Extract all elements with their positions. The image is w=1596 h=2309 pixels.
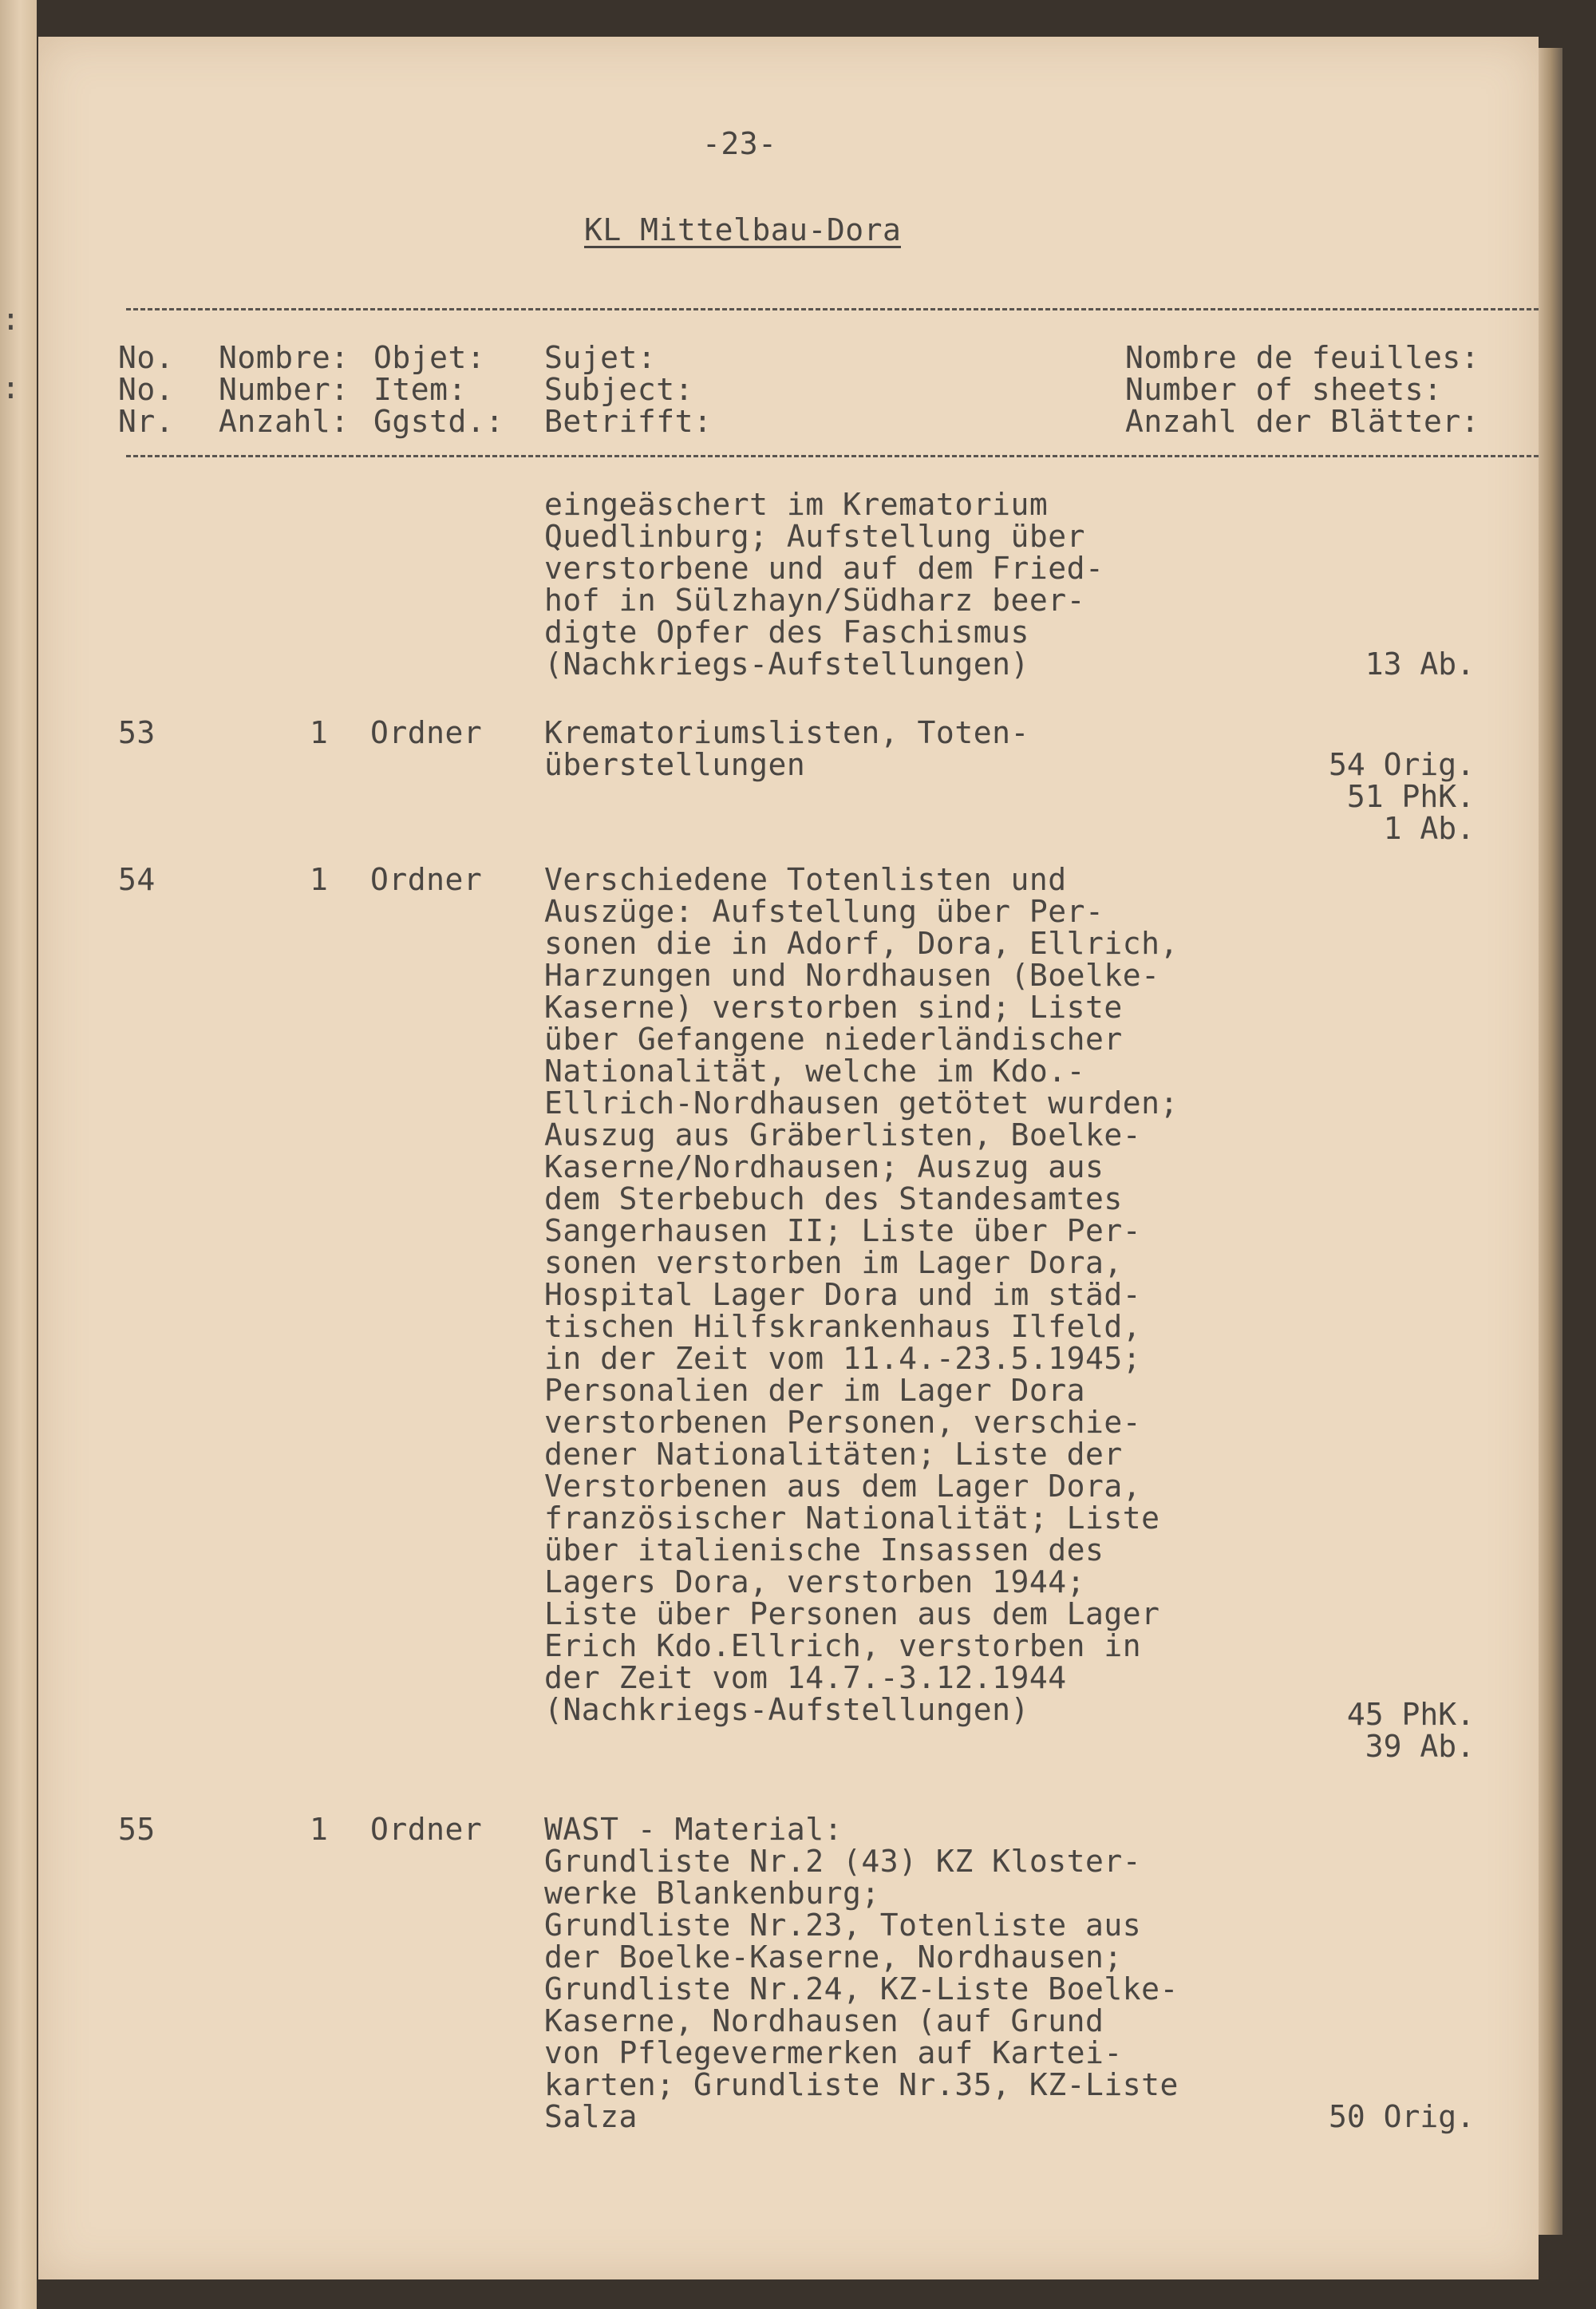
entry-item: Ordner: [370, 862, 483, 897]
description-line: eingeäschert im Krematorium: [544, 487, 1049, 522]
description-line: Krematoriumslisten, Toten-: [544, 715, 1029, 750]
sheet-count: 50 Orig.: [1328, 2099, 1475, 2134]
description-line: Liste über Personen aus dem Lager: [544, 1596, 1160, 1631]
header-item: Objet:: [373, 340, 486, 375]
description-line: verstorbene und auf dem Fried-: [544, 551, 1104, 586]
entry-count: 1: [310, 862, 329, 897]
description-line: Kaserne, Nordhausen (auf Grund: [544, 2003, 1104, 2038]
header-no: No.: [118, 340, 175, 375]
description-line: (Nachkriegs-Aufstellungen): [544, 1692, 1029, 1727]
header-bottom-rule: [126, 455, 1539, 457]
description-line: Erich Kdo.Ellrich, verstorben in: [544, 1628, 1142, 1663]
description-line: Kaserne) verstorben sind; Liste: [544, 990, 1123, 1025]
description-line: verstorbenen Personen, verschie-: [544, 1405, 1142, 1440]
description-line: Salza: [544, 2099, 638, 2134]
description-line: über italienische Insassen des: [544, 1532, 1104, 1568]
left-page-edge: [0, 0, 37, 2309]
description-line: Verstorbenen aus dem Lager Dora,: [544, 1469, 1142, 1504]
description-line: Grundliste Nr.2 (43) KZ Kloster-: [544, 1844, 1142, 1879]
entry-count: 1: [310, 1812, 329, 1847]
description-line: werke Blankenburg;: [544, 1876, 880, 1911]
description-line: (Nachkriegs-Aufstellungen): [544, 646, 1029, 682]
header-sheets: Anzahl der Blätter:: [1125, 404, 1480, 439]
entry-sheets: [1259, 1698, 1475, 1762]
description-line: Grundliste Nr.24, KZ-Liste Boelke-: [544, 1971, 1179, 2007]
header-subject: Sujet:: [544, 340, 657, 375]
header-count: Nombre:: [219, 340, 350, 375]
sheet-count: 54 Orig.: [1328, 747, 1475, 782]
document-page: [38, 37, 1539, 2279]
description-line: in der Zeit vom 11.4.-23.5.1945;: [544, 1341, 1142, 1376]
sheet-count: 51 PhK.: [1346, 779, 1475, 814]
entry-number: 55: [118, 1812, 156, 1847]
sheet-count: 1 Ab.: [1383, 811, 1475, 846]
entry-item: Ordner: [370, 1812, 483, 1847]
header-subject: Subject:: [544, 372, 694, 407]
header-count: Anzahl:: [219, 404, 350, 439]
sheet-count: 45 PhK.: [1346, 1697, 1475, 1732]
description-line: der Zeit vom 14.7.-3.12.1944: [544, 1660, 1067, 1695]
description-line: von Pflegevermerken auf Kartei-: [544, 2035, 1123, 2070]
description-line: karten; Grundliste Nr.35, KZ-Liste: [544, 2067, 1179, 2102]
header-no: Nr.: [118, 404, 175, 439]
entry-count: 1: [310, 715, 329, 750]
header-top-rule: [126, 308, 1539, 310]
description-line: Verschiedene Totenlisten und: [544, 862, 1067, 897]
entry-sheets: [1259, 648, 1475, 680]
description-line: Quedlinburg; Aufstellung über: [544, 519, 1085, 554]
description-line: tischen Hilfskrankenhaus Ilfeld,: [544, 1309, 1142, 1344]
description-line: dem Sterbebuch des Standesamtes: [544, 1181, 1123, 1216]
header-item: Item:: [373, 372, 467, 407]
entry-number: 54: [118, 862, 156, 897]
entry-sheets: [1259, 2101, 1475, 2133]
margin-mark: :: [2, 370, 21, 405]
margin-mark: :: [2, 302, 21, 337]
header-no: No.: [118, 372, 175, 407]
description-line: Lagers Dora, verstorben 1944;: [544, 1564, 1085, 1599]
description-line: der Boelke-Kaserne, Nordhausen;: [544, 1939, 1123, 1975]
description-line: Ellrich-Nordhausen getötet wurden;: [544, 1085, 1179, 1121]
page-edge: [1539, 48, 1562, 2235]
description-line: Nationalität, welche im Kdo.-: [544, 1054, 1085, 1089]
description-line: Harzungen und Nordhausen (Boelke-: [544, 958, 1160, 993]
description-line: hof in Sülzhayn/Südharz beer-: [544, 583, 1085, 618]
header-count: Number:: [219, 372, 350, 407]
description-line: französischer Nationalität; Liste: [544, 1500, 1160, 1536]
document-title: KL Mittelbau-Dora: [584, 212, 902, 247]
description-line: sonen die in Adorf, Dora, Ellrich,: [544, 926, 1179, 961]
description-line: dener Nationalitäten; Liste der: [544, 1437, 1123, 1472]
header-sheets: Number of sheets:: [1125, 372, 1443, 407]
description-line: Auszug aus Gräberlisten, Boelke-: [544, 1117, 1142, 1153]
description-line: sonen verstorben im Lager Dora,: [544, 1245, 1123, 1280]
entry-item: Ordner: [370, 715, 483, 750]
header-sheets: Nombre de feuilles:: [1125, 340, 1480, 375]
description-line: WAST - Material:: [544, 1812, 843, 1847]
sheet-count: 39 Ab.: [1365, 1729, 1475, 1764]
description-line: Personalien der im Lager Dora: [544, 1373, 1085, 1408]
page-number: -23-: [702, 126, 777, 161]
description-line: über Gefangene niederländischer: [544, 1022, 1123, 1057]
description-line: Auszüge: Aufstellung über Per-: [544, 894, 1104, 929]
description-line: Hospital Lager Dora und im städ-: [544, 1277, 1142, 1312]
sheet-count: 13 Ab.: [1365, 646, 1475, 682]
header-item: Ggstd.:: [373, 404, 504, 439]
description-line: Grundliste Nr.23, Totenliste aus: [544, 1908, 1142, 1943]
header-subject: Betrifft:: [544, 404, 713, 439]
description-line: Sangerhausen II; Liste über Per-: [544, 1213, 1142, 1248]
description-line: überstellungen: [544, 747, 806, 782]
entry-number: 53: [118, 715, 156, 750]
description-line: Kaserne/Nordhausen; Auszug aus: [544, 1149, 1104, 1184]
entry-sheets: [1259, 749, 1475, 844]
description-line: digte Opfer des Faschismus: [544, 615, 1029, 650]
